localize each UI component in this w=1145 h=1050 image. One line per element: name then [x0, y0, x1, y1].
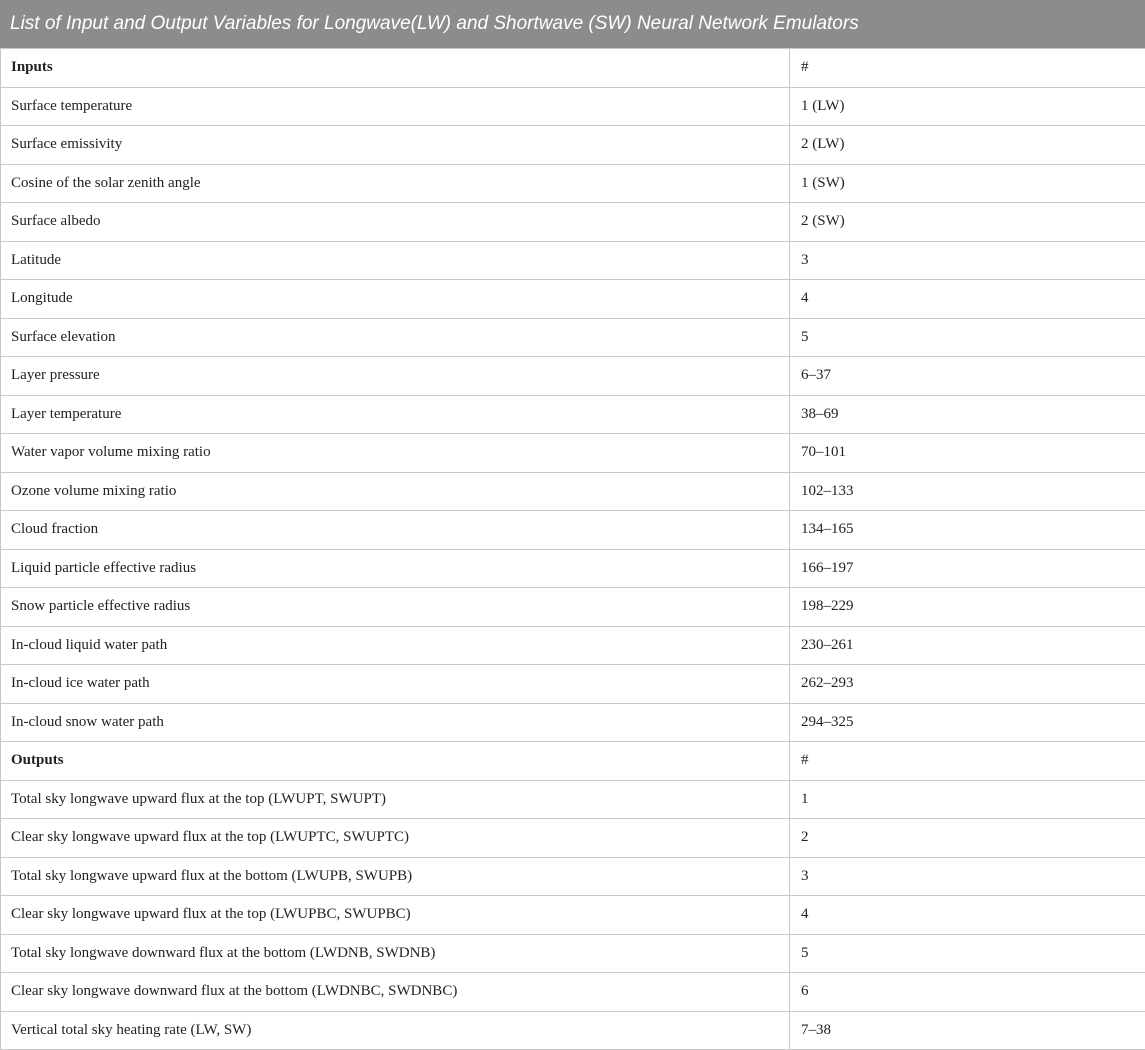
- variable-name: Clear sky longwave upward flux at the top (LWUPTC, SWUPTC): [1, 819, 790, 858]
- variable-name: In-cloud snow water path: [1, 703, 790, 742]
- table-row: [1, 164, 1145, 203]
- table-row: [1, 434, 1145, 473]
- variable-index: 166–197: [790, 549, 1145, 588]
- inputs-header-row: [1, 49, 1145, 88]
- variable-name: Cosine of the solar zenith angle: [1, 164, 790, 203]
- variable-index: 5: [790, 934, 1145, 973]
- table-row: [1, 549, 1145, 588]
- outputs-header-row: [1, 742, 1145, 781]
- table-row: [1, 357, 1145, 396]
- table-row: [1, 318, 1145, 357]
- table-row: [1, 588, 1145, 627]
- variable-index: 6–37: [790, 357, 1145, 396]
- table-caption: List of Input and Output Variables for Longwave(LW) and Shortwave (SW) Neural Network Emulators: [0, 0, 1145, 48]
- variable-name: Ozone volume mixing ratio: [1, 472, 790, 511]
- variable-index: 1: [790, 780, 1145, 819]
- variable-name: Total sky longwave upward flux at the top (LWUPT, SWUPT): [1, 780, 790, 819]
- table-row: [1, 87, 1145, 126]
- variable-index: 294–325: [790, 703, 1145, 742]
- table-row: [1, 395, 1145, 434]
- variable-index: 1 (SW): [790, 164, 1145, 203]
- variable-index: 2: [790, 819, 1145, 858]
- table-row: [1, 973, 1145, 1012]
- variable-name: In-cloud liquid water path: [1, 626, 790, 665]
- table-row: [1, 126, 1145, 165]
- outputs-header-num: #: [790, 742, 1145, 781]
- variable-name: Layer temperature: [1, 395, 790, 434]
- variable-name: Surface elevation: [1, 318, 790, 357]
- table-row: [1, 1011, 1145, 1050]
- table-row: [1, 665, 1145, 704]
- outputs-header-label: Outputs: [1, 742, 790, 781]
- variable-name: Surface emissivity: [1, 126, 790, 165]
- variable-name: Total sky longwave upward flux at the bottom (LWUPB, SWUPB): [1, 857, 790, 896]
- variable-index: 4: [790, 896, 1145, 935]
- inputs-header-num: #: [790, 49, 1145, 88]
- variable-name: Latitude: [1, 241, 790, 280]
- table-row: [1, 472, 1145, 511]
- variable-name: Water vapor volume mixing ratio: [1, 434, 790, 473]
- variable-name: Vertical total sky heating rate (LW, SW): [1, 1011, 790, 1050]
- variable-index: 1 (LW): [790, 87, 1145, 126]
- table-row: [1, 203, 1145, 242]
- variable-index: 230–261: [790, 626, 1145, 665]
- variable-name: In-cloud ice water path: [1, 665, 790, 704]
- table-row: [1, 857, 1145, 896]
- inputs-header-label: Inputs: [1, 49, 790, 88]
- variable-name: Liquid particle effective radius: [1, 549, 790, 588]
- variable-index: 102–133: [790, 472, 1145, 511]
- variable-index: 262–293: [790, 665, 1145, 704]
- variable-name: Layer pressure: [1, 357, 790, 396]
- variable-name: Clear sky longwave downward flux at the bottom (LWDNBC, SWDNBC): [1, 973, 790, 1012]
- variable-index: 70–101: [790, 434, 1145, 473]
- table-row: [1, 280, 1145, 319]
- variable-name: Surface temperature: [1, 87, 790, 126]
- variable-name: Cloud fraction: [1, 511, 790, 550]
- variable-name: Surface albedo: [1, 203, 790, 242]
- variable-name: Clear sky longwave upward flux at the top (LWUPBC, SWUPBC): [1, 896, 790, 935]
- variables-grid: [0, 48, 1145, 1050]
- variable-index: 6: [790, 973, 1145, 1012]
- table-row: [1, 934, 1145, 973]
- variable-name: Total sky longwave downward flux at the bottom (LWDNB, SWDNB): [1, 934, 790, 973]
- variable-index: 3: [790, 241, 1145, 280]
- table-row: [1, 511, 1145, 550]
- variable-index: 198–229: [790, 588, 1145, 627]
- table-row: [1, 626, 1145, 665]
- variable-index: 7–38: [790, 1011, 1145, 1050]
- variable-index: 5: [790, 318, 1145, 357]
- variable-index: 4: [790, 280, 1145, 319]
- variable-index: 134–165: [790, 511, 1145, 550]
- table-row: [1, 241, 1145, 280]
- variable-name: Snow particle effective radius: [1, 588, 790, 627]
- table-row: [1, 896, 1145, 935]
- table-row: [1, 780, 1145, 819]
- variable-index: 3: [790, 857, 1145, 896]
- variable-name: Longitude: [1, 280, 790, 319]
- table-row: [1, 819, 1145, 858]
- variable-index: 38–69: [790, 395, 1145, 434]
- table-row: [1, 703, 1145, 742]
- variable-index: 2 (LW): [790, 126, 1145, 165]
- variable-index: 2 (SW): [790, 203, 1145, 242]
